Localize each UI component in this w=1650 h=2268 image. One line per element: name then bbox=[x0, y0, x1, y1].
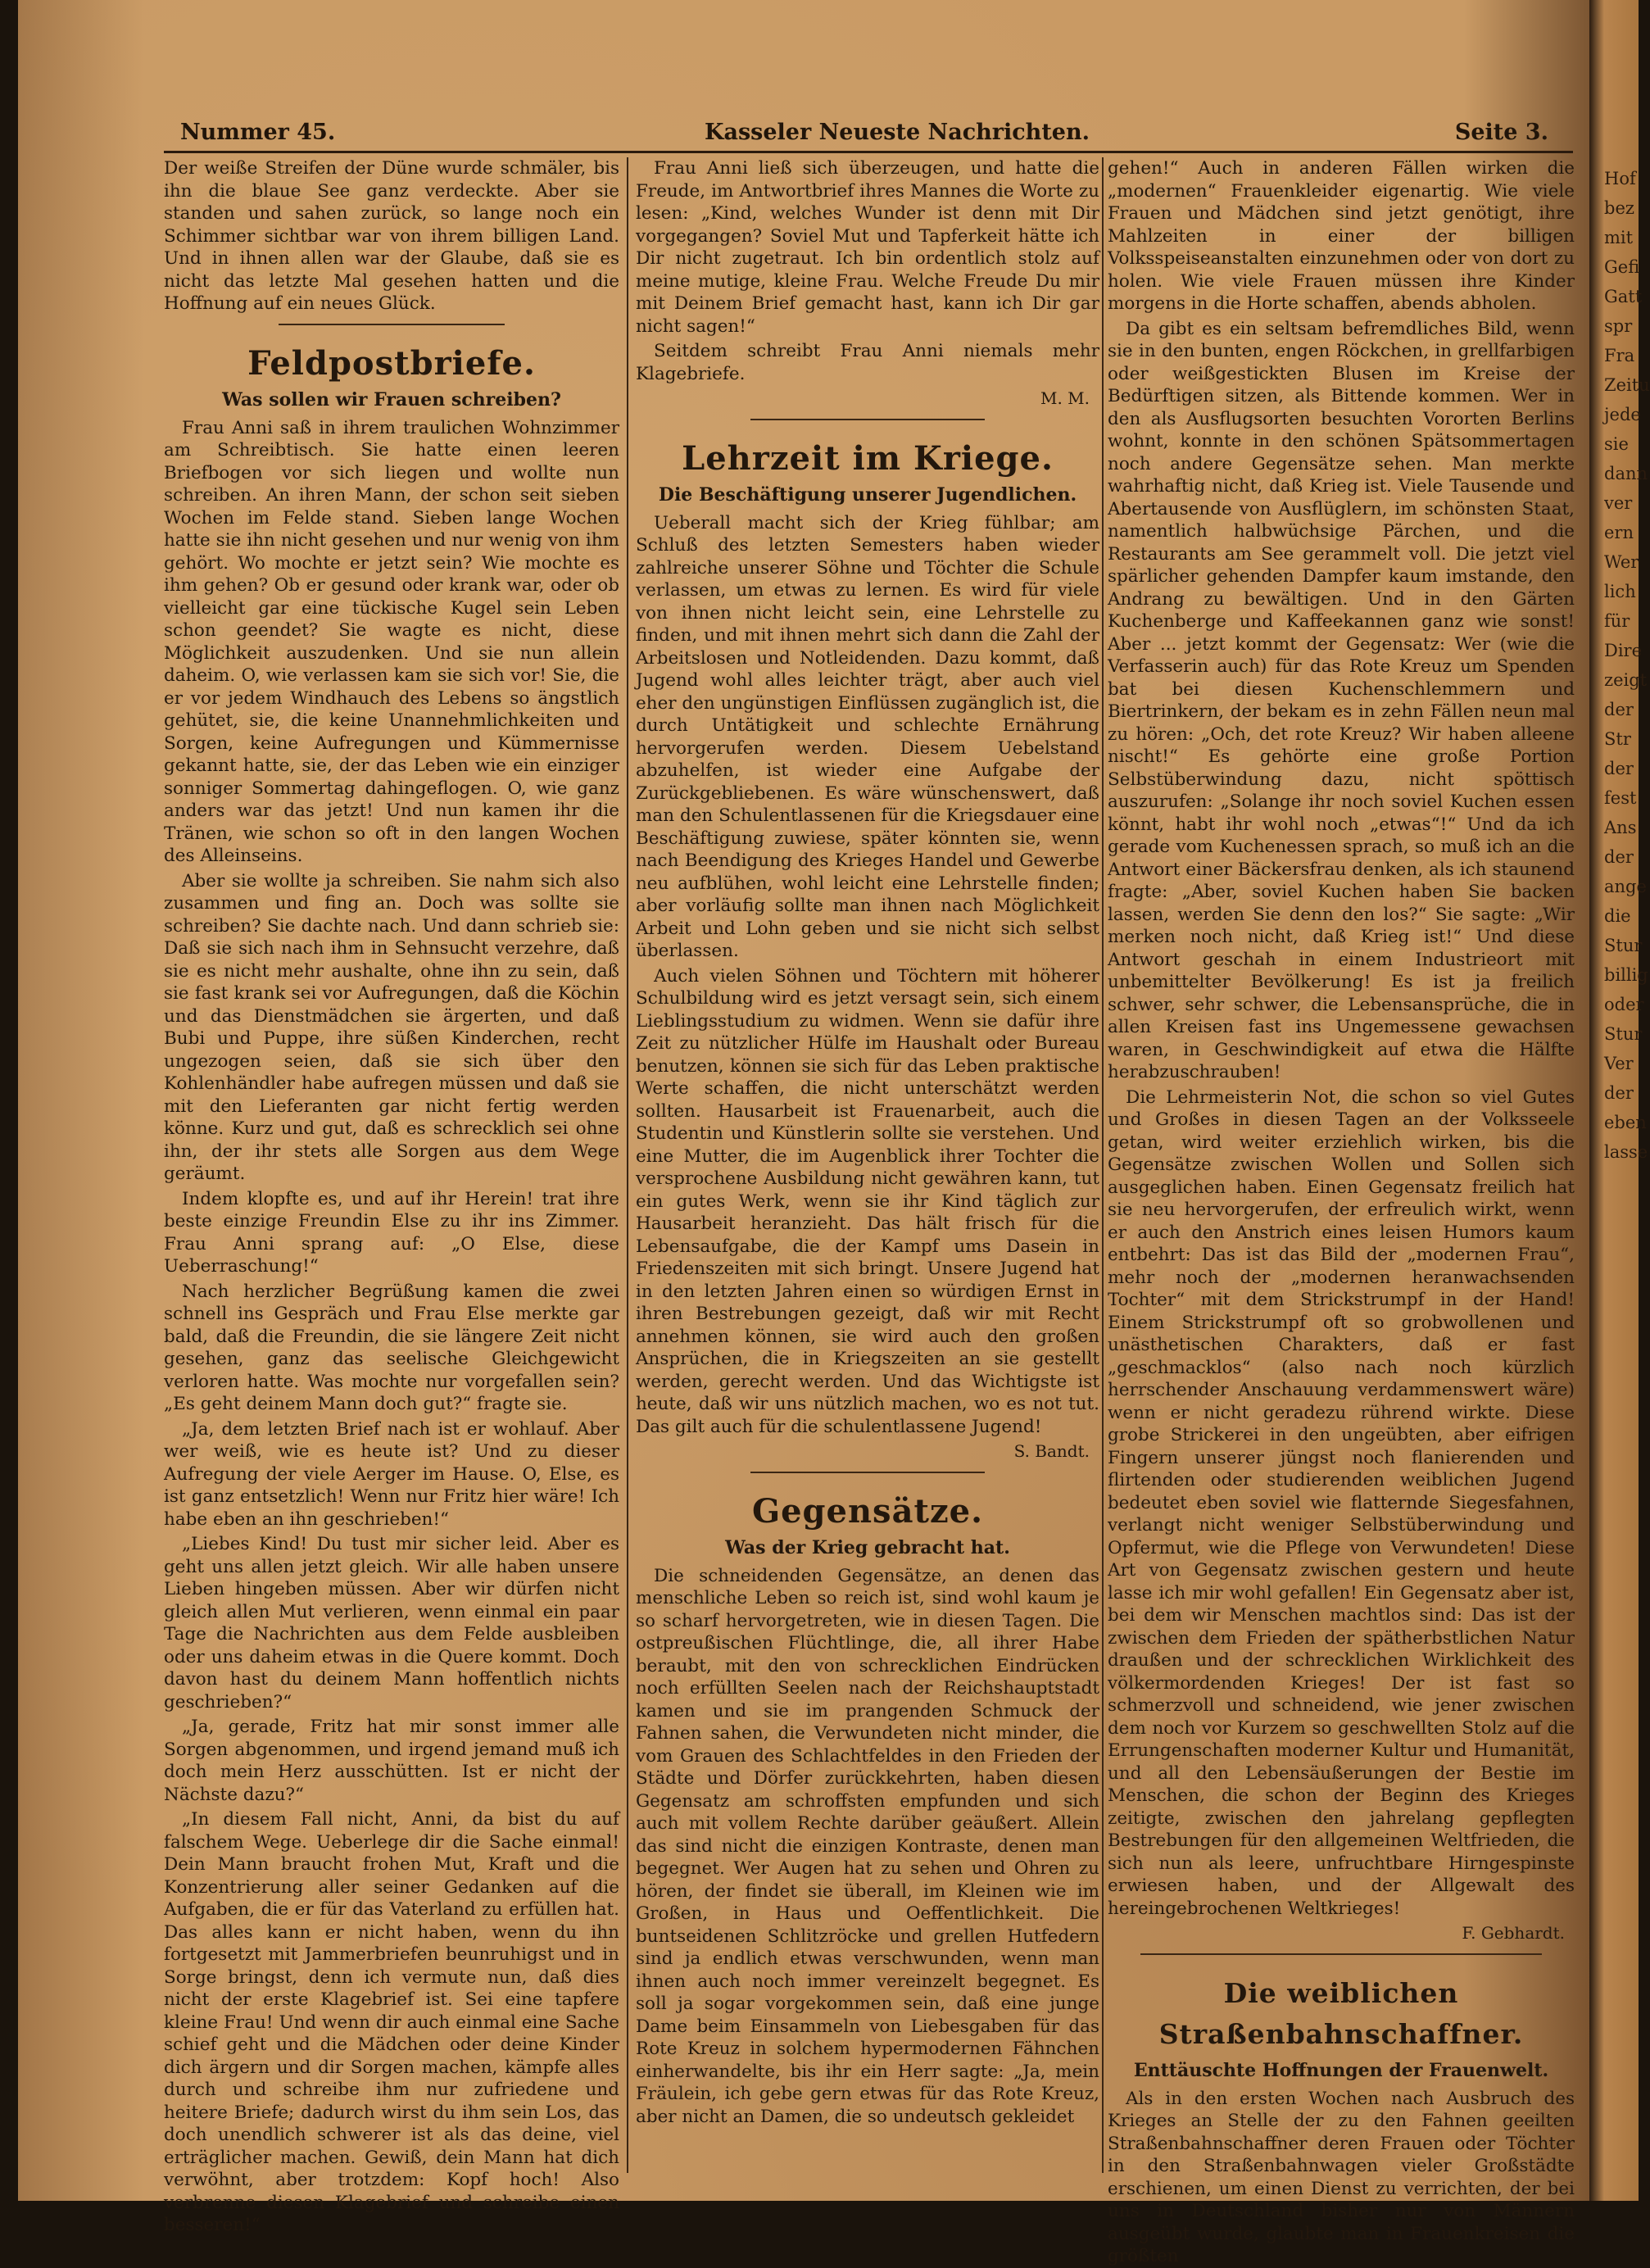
adjacent-page-fragment: der bbox=[1604, 847, 1634, 867]
issue-number: Nummer 45. bbox=[180, 120, 336, 145]
adjacent-page-fragment: oder bbox=[1604, 995, 1644, 1014]
adjacent-page-fragment: Stur bbox=[1604, 936, 1643, 955]
article-paragraph: Nach herzlicher Begrüßung kamen die zwei schnell ins Gespräch und Frau Else merkte gar bald, daß die Freundin, die sie längere Zeit nicht gesehen, ganz das seelische Gleichgewicht verloren hatte. Was mochte nur vorgefallen sein? „Es geht deinem Mann doch gut?“ fragte sie. bbox=[164, 1281, 619, 1414]
article-subtitle: Was der Krieg gebracht hat. bbox=[725, 1536, 1010, 1558]
article-title: Feldpostbriefe. bbox=[247, 343, 536, 383]
adjacent-page-fragment: bez bbox=[1604, 198, 1634, 218]
article-subtitle: Was sollen wir Frauen schreiben? bbox=[222, 388, 561, 411]
article-paragraph: Frau Anni saß in ihrem traulichen Wohnzimmer am Schreibtisch. Sie hatte einen leeren Briefbogen vor sich liegen und wollte nun schreiben. An ihren Mann, der schon seit sieben Wochen im Felde stand. Sieben lange Wochen hatte sie ihn nicht gesehen und nur wenig von ihm gehört. Wo mochte er jetzt sein? Wie mochte es ihm gehen? Ob er gesund oder krank war, oder ob vielleicht gar eine tückische Kugel sein Leben schon geendet? Sie wagte es nicht, diese Möglichkeit auszudenken. Und sie nun allein daheim. O, wie verlassen kam sie sich vor! Sie, die er vor jedem Windhauch des Lebens so ängstlich gehütet, sie, die keine Unannehmlichkeiten und Sorgen, keine Aufregungen und Kümmernisse gekannt hatte, sie, der das Leben wie ein einziger sonniger Sommertag dahingeflogen. O, wie ganz anders war das jetzt! Und nun kamen ihr die Tränen, wie schon so oft in den langen Wochen des Alleinseins. bbox=[164, 417, 619, 866]
adjacent-page-fragment: jede bbox=[1604, 405, 1641, 424]
adjacent-page-text bbox=[1604, 164, 1650, 1167]
article-subtitle: Enttäuschte Hoffnungen der Frauenwelt. bbox=[1133, 2059, 1549, 2081]
article-paragraph: Frau Anni ließ sich überzeugen, und hatte die Freude, im Antwortbrief ihres Mannes die Worte zu lesen: „Kind, welches Wunder ist denn mit Dir vorgegangen? Soviel Mut und Tapferkeit hätte ich Dir nicht zugetraut. Ich bin ordentlich stolz auf meine mutige, kleine Frau. Welche Freude Du mir mit Deinem Brief gemacht hast, kann ich Dir gar nicht sagen!“ bbox=[636, 158, 1099, 337]
adjacent-page-fragment: Zeitu bbox=[1604, 375, 1650, 395]
article-divider bbox=[279, 324, 505, 325]
adjacent-page-fragment: Fra bbox=[1604, 346, 1635, 365]
article-divider bbox=[750, 419, 985, 420]
adjacent-page-fragment: Ans bbox=[1604, 818, 1637, 837]
article-paragraph: Die schneidenden Gegensätze, an denen das menschliche Leben so reich ist, sind wohl kaum je so scharf hervorgetreten, wie in diesen Tagen. Die ostpreußischen Flüchtlinge, die, all ihrer Habe beraubt, mit den von schrecklichen Eindrücken noch erfüllten Seelen nach der Reichshauptstadt kamen und sie im prangenden Schmuck der Fahnen sahen, die Verwundeten nicht minder, die vom Grauen des Schlachtfeldes in den Frieden der Städte und Dörfer zurückkehrten, haben diesen Gegensatz am schroffsten empfunden und sich auch mit vollem Rechte darüber geäußert. Allein das sind nicht die einzigen Kontraste, denen man begegnet. Wer Augen hat zu sehen und Ohren zu hören, der findet sie überall, im Kleinen wie im Großen, in Haus und Oeffentlichkeit. Die buntseidenen Schlitzröcke und grellen Hutfedern sind ja endlich etwas verschwunden, wenn man ihnen auch noch immer vereinzelt begegnet. Es soll ja sogar vorgekommen sein, daß eine junge Dame beim Einsammeln von Liebesgaben für das Rote Kreuz in solchem hypermodernen Fähnchen einherwandelte, bis ihr ein Herr sagte: „Ja, mein Fräulein, ich gebe gern etwas für das Rote Kreuz, aber nicht an Damen, die so undeutsch gekleidet bbox=[636, 1565, 1099, 2127]
adjacent-page-fragment: Dire bbox=[1604, 641, 1643, 660]
adjacent-page-fragment: Wer bbox=[1604, 552, 1639, 572]
article-paragraph: „Liebes Kind! Du tust mir sicher leid. Aber es geht uns allen jetzt gleich. Wir alle haben unsere Lieben hingeben müssen. Aber wir dürfen nicht gleich allen Mut verlieren, wenn einmal ein paar Tage die Nachrichten aus dem Felde ausbleiben oder uns daheim etwas in die Quere kommt. Doch davon hast du deinem Mann hoffentlich nichts geschrieben?“ bbox=[164, 1534, 619, 1712]
article-title: Gegensätze. bbox=[751, 1491, 984, 1531]
column-rule bbox=[1102, 157, 1104, 2173]
adjacent-page-fragment: zeigt bbox=[1604, 670, 1648, 690]
article-signature: S. Bandt. bbox=[1013, 1441, 1090, 1461]
article-paragraph: Indem klopfte es, und auf ihr Herein! trat ihre beste einzige Freundin Else zu ihr ins Zimmer. Frau Anni sprang auf: „O Else, diese Ueberraschung!“ bbox=[164, 1188, 619, 1277]
adjacent-page-fragment: ver bbox=[1604, 493, 1633, 513]
adjacent-page-fragment: sie bbox=[1604, 434, 1629, 454]
column-middle bbox=[636, 157, 1099, 2181]
adjacent-page-fragment: die bbox=[1604, 906, 1631, 926]
article-paragraph: „In diesem Fall nicht, Anni, da bist du auf falschem Wege. Ueberlege dir die Sache einmal! Dein Mann braucht frohen Mut, Kraft und die Konzentrierung aller seiner Gedanken auf die Aufgaben, die er für das Vaterland zu erfüllen hat. Das alles kann er nicht haben, wenn du ihn fortgesetzt mit Jammerbriefen beunruhigst und in Sorge bringst, denn ich vermute nun, daß dies nicht der erste Klagebrief ist. Sei eine tapfere kleine Frau! Und wenn dir auch einmal eine Sache schief geht und die Mädchen oder deine Kinder dich ärgern und dir Sorgen machen, kämpfe alles durch und schreibe ihm nur zufriedene und heitere Briefe; dadurch wirst du ihm sein Los, das doch unendlich schwerer ist als das deine, viel erträglicher machen. Gewiß, dein Mann hat dich verwöhnt, aber trotzdem: Kopf hoch! Also verbrenne diesen Klagebrief und schreibe einen besseren!“ bbox=[164, 1809, 619, 2235]
adjacent-page-fragment: Ver bbox=[1604, 1054, 1634, 1073]
article-paragraph: Seitdem schreibt Frau Anni niemals mehr Klagebriefe. bbox=[636, 341, 1099, 384]
adjacent-page-fragment: lasse bbox=[1604, 1142, 1648, 1162]
article-title: Die weiblichen Straßenbahnschaffner. bbox=[1158, 1976, 1524, 2050]
adjacent-page-fragment: der bbox=[1604, 700, 1634, 719]
article-paragraph: gehen!“ Auch in anderen Fällen wirken die „modernen“ Frauenkleider eigenartig. Wie viele Frauen und Mädchen sind jetzt genötigt, ihre Mahlzeiten in einer der billigen Volksspeiseanstalten einzunehmen oder von dort zu holen. Wie viele Frauen müssen ihre Kinder morgens in die Horte schaffen, abends abholen. bbox=[1108, 158, 1575, 314]
article-paragraph: Die Lehrmeisterin Not, die schon so viel Gutes und Großes in diesen Tagen an der Volksseele getan, wird weiter erziehlich wirken, bis die Gegensätze zwischen Wollen und Sollen sich ausgeglichen haben. Einen Gegensatz freilich hat sie neu hervorgerufen, der erfreulich wirkt, wenn er auch den Anstrich eines leisen Humors kaum entbehrt: Das ist das Bild der „modernen Frau“, mehr noch der „modernen heranwachsenden Tochter“ mit dem Strickstrumpf in der Hand! Einem Strickstrumpf oft so grobwollenen und unästhetischen Charakters, daß er fast „geschmacklos“ (also nach noch kürzlich herrschender Anschauung verdammenswert wäre) wenn er nicht geradezu rührend wirkte. Diese grobe Strickerei in den ungeübten, aber eifrigen Fingern unserer jüngst noch flanierenden und flirtenden oder studierenden weiblichen Jugend bedeutet eben soviel wie flatternde Siegesfahnen, verlangt nicht weniger Selbstüberwindung und Opfermut, wie die Pflege von Verwundeten! Diese Art von Gegensatz zwischen gestern und heute lasse ich mir wohl gefallen! Ein Gegensatz aber ist, bei dem wir Menschen machtlos sind: Das ist der zwischen dem Frieden der spätherbstlichen Natur draußen und der schrecklichen Wirklichkeit des völkermordenden Krieges! Der ist fast so schmerzvoll und schneidend, wie jener zwischen dem noch vor Kurzem so geschwellten Stolz auf die Errungenschaften moderner Kultur und Humanität, und all den Lebensäußerungen der Bestie im Menschen, die schon der Beginn des Krieges zeitigte, zwischen den jahrelang gepflegten Bestrebungen für den allgemeinen Weltfrieden, die sich nun als leere, unfruchtbare Hirngespinste erwiesen haben, und der Allgewalt des hereingebrochenen Weltkrieges! bbox=[1108, 1086, 1575, 1919]
newspaper-title: Kasseler Neueste Nachrichten. bbox=[705, 120, 1090, 145]
adjacent-page-fragment: der bbox=[1604, 759, 1634, 778]
column-left bbox=[164, 157, 619, 2235]
adjacent-page-fragment: ern bbox=[1604, 523, 1634, 542]
adjacent-page-fragment: eben bbox=[1604, 1113, 1647, 1132]
adjacent-page-fragment: ange bbox=[1604, 877, 1647, 896]
article-divider bbox=[750, 1472, 985, 1473]
adjacent-page-fragment: billig bbox=[1604, 965, 1648, 985]
article-paragraph: Ueberall macht sich der Krieg fühlbar; am Schluß des letzten Semesters haben wieder zahlreiche unserer Söhne und Töchter die Schule verlassen, um etwas zu lernen. Es wird für viele von ihnen nicht leicht sein, eine Lehrstelle zu finden, und mit ihnen mehrt sich dann die Zahl der Arbeitslosen und Notleidenden. Dazu kommt, daß Jugend wohl alles leichter trägt, aber auch viel eher den ungünstigen Einflüssen zugänglich ist, die durch Untätigkeit und schlechte Ernährung hervorgerufen werden. Diesem Uebelstand abzuhelfen, ist wieder eine Aufgabe der Zurückgebliebenen. Es wäre wünschenswert, daß man den Schulentlassenen für die Kriegsdauer eine Beschäftigung zuwiese, später könnten sie, wenn nach Beendigung des Krieges Handel und Gewerbe neu aufblühen, wohl leicht eine Lehrstelle finden; aber vorläufig sollte man ihnen nach Möglichkeit Arbeit und Lohn geben und sie nicht sich selbst überlassen. bbox=[636, 512, 1099, 961]
adjacent-page-fragment: Stur bbox=[1604, 1024, 1643, 1044]
adjacent-page-fragment: dann bbox=[1604, 464, 1648, 483]
adjacent-page-fragment: spr bbox=[1604, 316, 1633, 336]
adjacent-page-fragment: mit bbox=[1604, 228, 1634, 247]
column-right bbox=[1108, 157, 1575, 2266]
page-header bbox=[164, 115, 1573, 153]
article-title: Lehrzeit im Kriege. bbox=[682, 438, 1054, 478]
article-signature: F. Gebhardt. bbox=[1462, 1923, 1565, 1943]
adjacent-page-fragment: fest bbox=[1604, 788, 1637, 808]
article-paragraph: Als in den ersten Wochen nach Ausbruch des Krieges an Stelle der zu den Fahnen geeilten Straßenbahnschaffner deren Frauen oder Töchter in den Straßenbahnwagen vieler Großstädte erschienen, um einen Dienst zu verrichten, der bei uns in Deutschland bisher nur von Männern ausgeübt wurde, glaubte man in Frauenkreisen die größten bbox=[1108, 2088, 1575, 2266]
article-paragraph: Aber sie wollte ja schreiben. Sie nahm sich also zusammen und fing an. Doch was sollte sie schreiben? Sie dachte nach. Und dann schrieb sie: Daß sie sich nach ihm in Sehnsucht verzehre, daß sie es nicht mehr aushalte, ohne ihn zu sein, daß sie fast krank sei vor Aufregungen, daß die Köchin und das Dienstmädchen sie ärgerten, und daß Bubi und Puppe, ihre süßen Kinderchen, recht ungezogen seien, daß sie sich über den Kohlenhändler habe aufregen müssen und daß sie mit den Lieferanten gar nicht fertig werden könne. Kurz und gut, daß es schrecklich sei ohne ihn, der ihr stets alle Sorgen aus dem Wege geräumt. bbox=[164, 870, 619, 1184]
column-rule bbox=[627, 157, 628, 2173]
adjacent-page-fragment: Str bbox=[1604, 729, 1631, 749]
article-subtitle: Die Beschäftigung unserer Jugendlichen. bbox=[658, 483, 1077, 506]
article-paragraph: „Ja, dem letzten Brief nach ist er wohlauf. Aber wer weiß, wie es heute ist? Und zu dieser Aufregung der viele Aerger im Hause. O, Else, es ist ganz entsetzlich! Wenn nur Fritz hier wäre! Ich habe eben an ihn geschrieben!“ bbox=[164, 1418, 619, 1530]
adjacent-page-fragment: Gefi bbox=[1604, 257, 1640, 277]
adjacent-page-fragment: lich bbox=[1604, 582, 1636, 601]
adjacent-page-fragment: der bbox=[1604, 1083, 1634, 1103]
article-paragraph: „Ja, gerade, Fritz hat mir sonst immer alle Sorgen abgenommen, und irgend jemand muß ich doch mein Herz ausschütten. Ist er nicht der Nächste dazu?“ bbox=[164, 1717, 619, 1805]
story-tail: Der weiße Streifen der Düne wurde schmäler, bis ihn die blaue See ganz verdeckte. Aber sie standen und sahen zurück, so lange noch ein Schimmer sichtbar war von ihrem billigen Land. Und in ihnen allen war der Glaube, daß sie es nicht das letzte Mal gesehen hatten und die Hoffnung auf ein neues Glück. bbox=[164, 158, 619, 314]
article-divider bbox=[1140, 1953, 1542, 1955]
article-paragraph: Auch vielen Söhnen und Töchtern mit höherer Schulbildung wird es jetzt versagt sein, sich einem Lieblingsstudium zu widmen. Wenn sie dafür ihre Zeit zu nützlicher Hülfe im Haushalt oder Bureau benutzen, können sie sich für das Leben praktische Werte schaffen, die nicht unterschätzt werden sollten. Hausarbeit ist Frauenarbeit, auch die Studentin und Künstlerin sollte sie verstehen. Und eine Mutter, die im Augenblick ihrer Tochter die versprochene Ausbildung nicht gewähren kann, tut ein gutes Werk, wenn sie ihr Kind täglich zur Hausarbeit heranzieht. Das hält frisch für die Lebensaufgabe, die der Kampf ums Dasein in Friedenszeiten mit sich bringt. Unsere Jugend hat in den letzten Jahren einen so würdigen Ernst in ihren Bestrebungen gezeigt, daß wir mit Recht annehmen können, sie wird auch den großen Ansprüchen, die in Kriegszeiten an sie gestellt werden, gerecht werden. Und das Wichtigste ist heute, daß wir uns nützlich machen, wo es not tut. Das gilt auch für die schulentlassene Jugend! bbox=[636, 965, 1099, 1437]
article-paragraph: Da gibt es ein seltsam befremdliches Bild, wenn sie in den bunten, engen Röckchen, in grellfarbigen oder weißgestickten Blusen im Kreise der Bedürftigen sitzen, als Bittende kommen. Wer in den als Ausflugsorten besuchten Vororten Berlins wohnt, konnte in den schönen Spätsommertagen noch andere Gegensätze sehen. Man merkte wahrhaftig nicht, daß Krieg ist. Viele Tausende und Abertausende von Ausflüglern, im schönsten Staat, namentlich halbwüchsige Pärchen, und die Restaurants am See gerammelt voll. Die jetzt viel spärlicher gehenden Dampfer kaum imstande, den Andrang zu bewältigen. Und in den Gärten Kuchenberge und Kaffeekannen ganz wie sonst! Aber ... jetzt kommt der Gegensatz: Wer (wie die Verfasserin auch) für das Rote Kreuz um Spenden bat bei diesen Kuchenschlemmern und Biertrinkern, der bekam es in zehn Fällen neun mal zu hören: „Och, det rote Kreuz? Wir haben alleene nischt!“ Es gehörte eine große Portion Selbstüberwindung dazu, nicht spöttisch auszurufen: „Solange ihr noch soviel Kuchen essen könnt, habt ihr wohl noch „etwas“!“ Und da ich gerade vom Kuchenessen sprach, so muß ich an die Antwort einer Bäckersfrau denken, als ich staunend fragte: „Aber, soviel Kuchen haben Sie backen lassen, werden Sie denn den los?“ Sie sagte: „Wir merken noch nicht, daß Krieg ist!“ Und diese Antwort geschah in einem Industrieort mit unbemittelter Bevölkerung! Es ist ja freilich schwer, sehr schwer, die Lebensansprüche, die in allen Kreisen fast ins Ungemessene gewachsen waren, in Geschwindigkeit auf etwa die Hälfte herabzuschrauben! bbox=[1108, 318, 1575, 1082]
adjacent-page-fragment: Gatt bbox=[1604, 287, 1643, 306]
adjacent-page-fragment: für bbox=[1604, 611, 1630, 631]
adjacent-page-fragment: Hof bbox=[1604, 169, 1636, 188]
article-signature: M. M. bbox=[1040, 388, 1090, 408]
page-number: Seite 3. bbox=[1454, 120, 1548, 145]
